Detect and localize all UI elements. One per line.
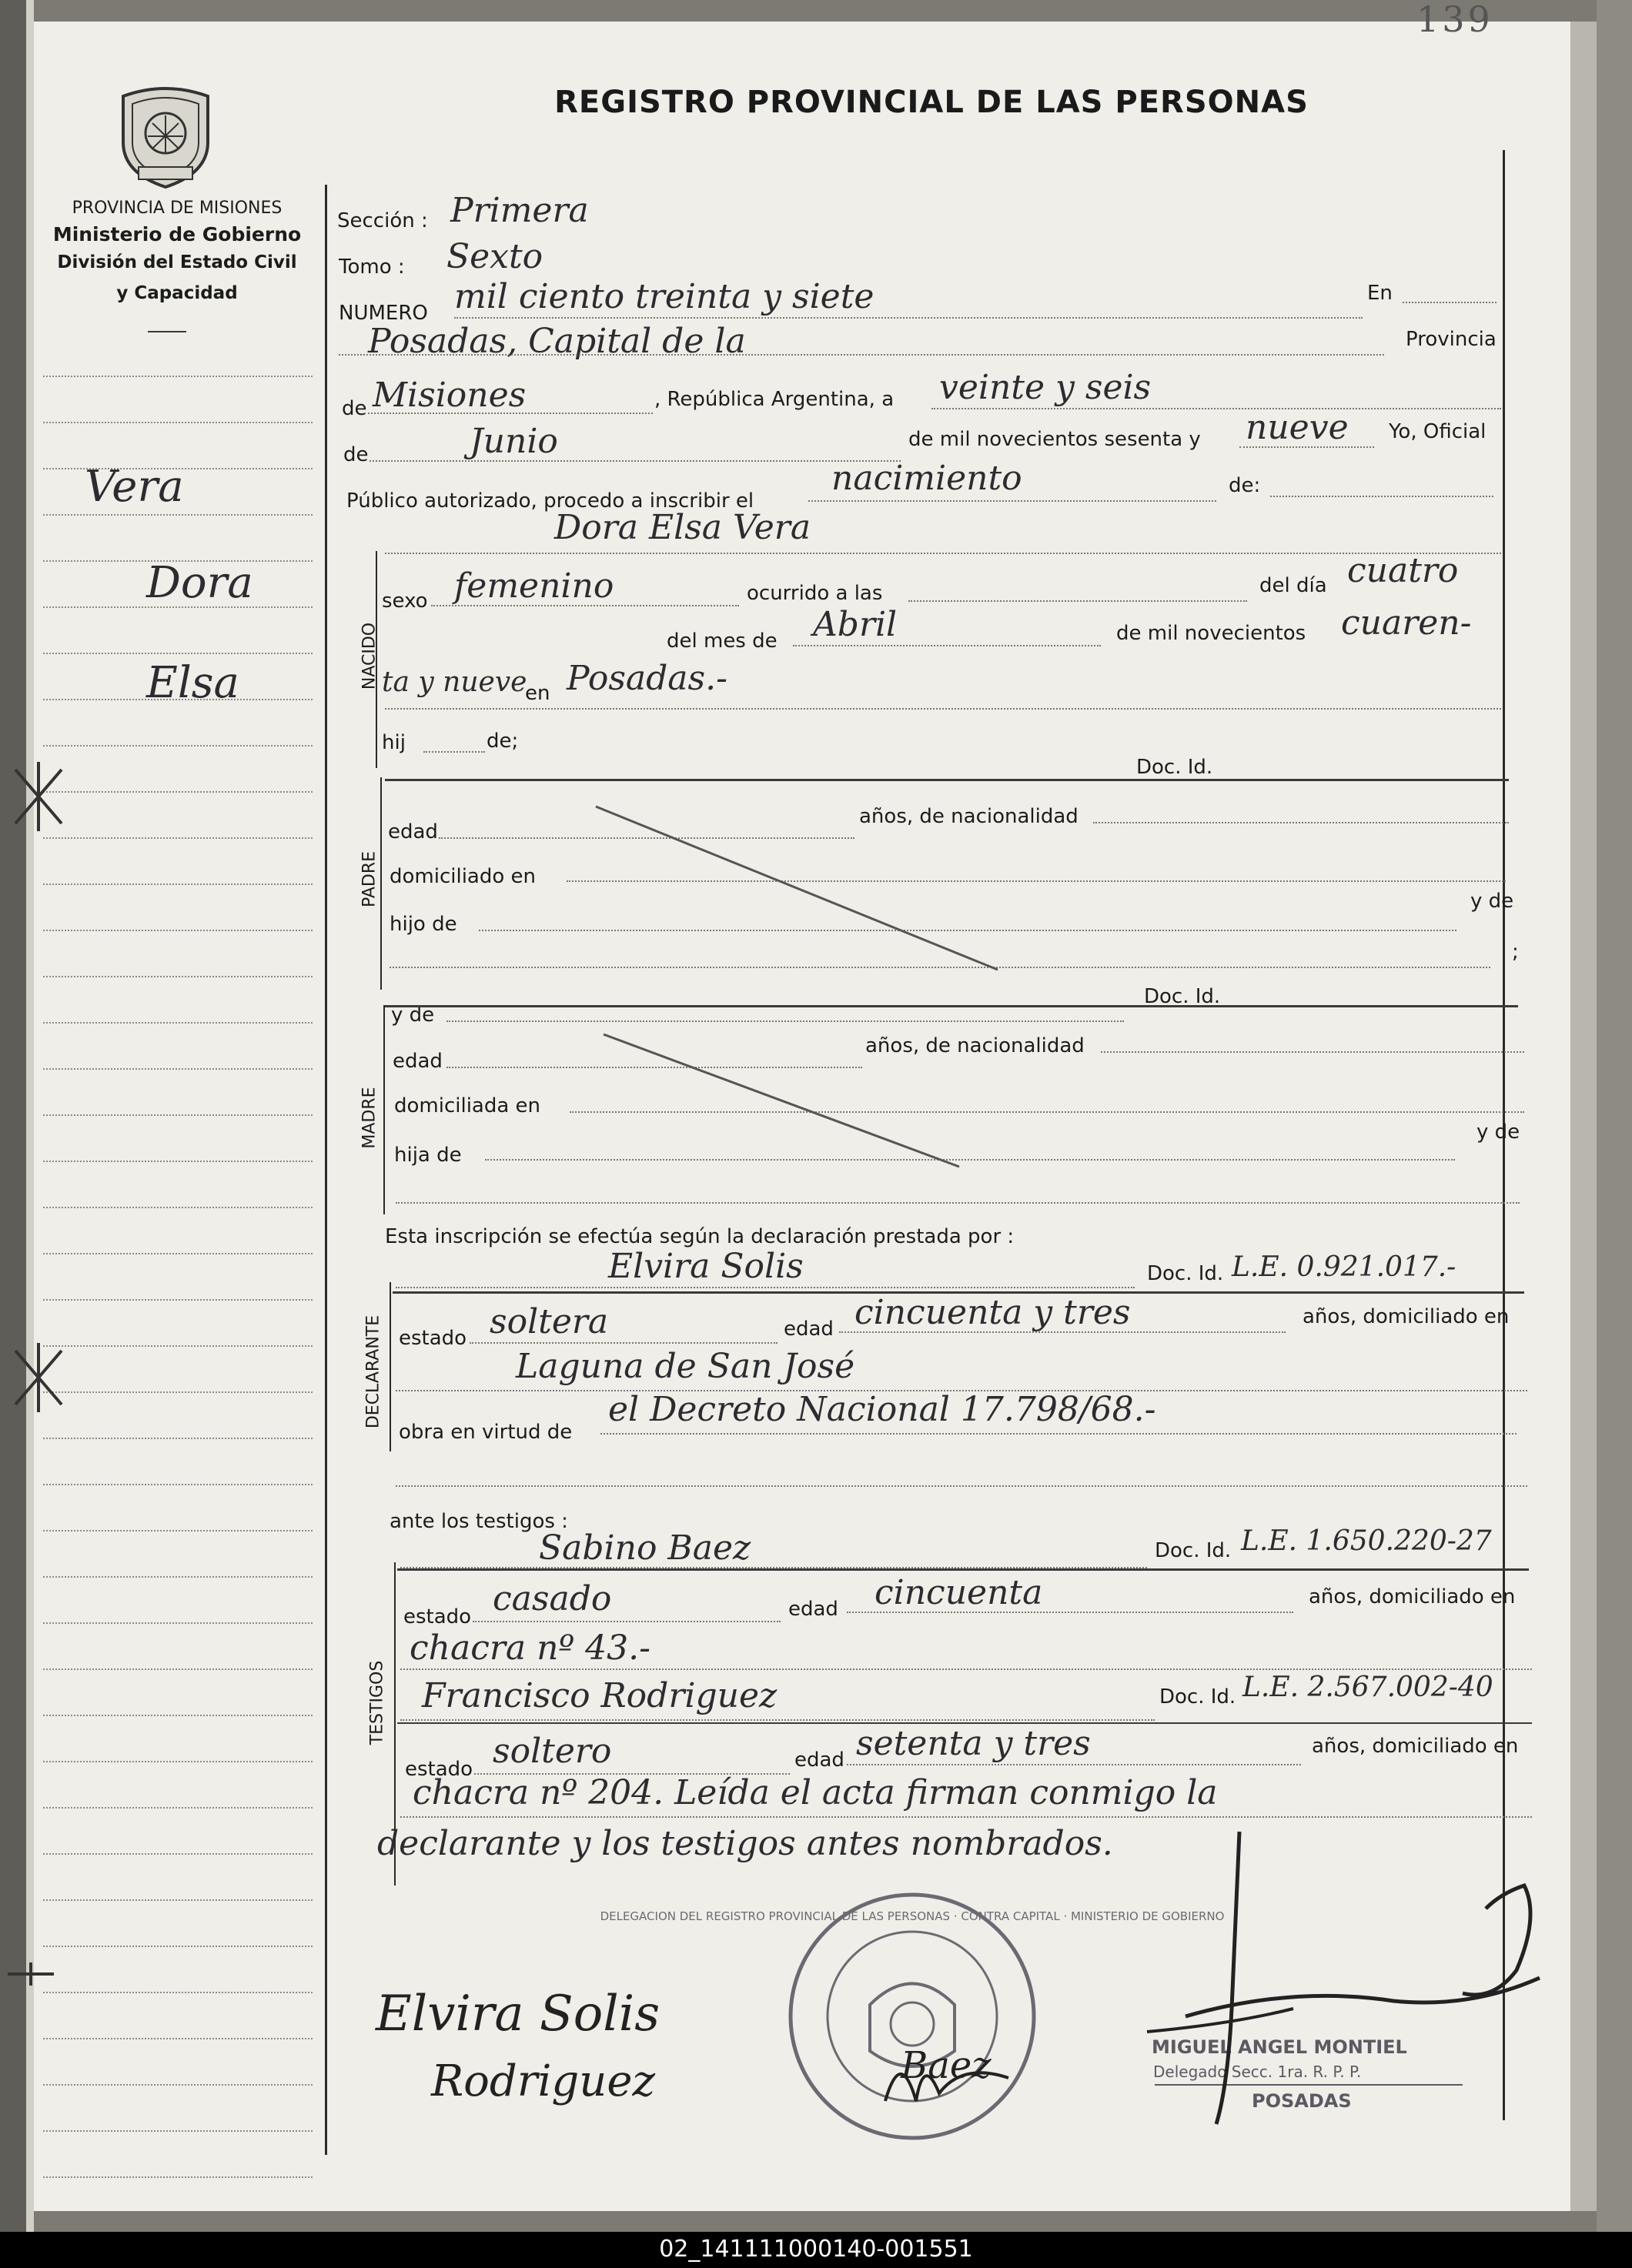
- testigo-2-edad-line: [847, 1764, 1301, 1765]
- margin-ruled-line: [43, 376, 313, 377]
- margin-ruled-line: [43, 1484, 313, 1485]
- testigo-1-name: Sabino Baez: [539, 1528, 751, 1568]
- form-left-rule: [325, 185, 327, 2155]
- anio-value-2: ta y nueve: [382, 666, 527, 698]
- padre-cancel-stroke: [593, 803, 1001, 973]
- seccion-label: Sección :: [337, 209, 428, 232]
- header-rule: [148, 331, 186, 332]
- nacido-section-label: NACIDO: [360, 622, 380, 690]
- day-line: [931, 408, 1501, 409]
- act-type-value: nacimiento: [831, 459, 1022, 498]
- nacido-divider: [385, 779, 1509, 781]
- margin-middle-name: Elsa: [146, 658, 239, 708]
- margin-ruled-line: [43, 1161, 313, 1162]
- padre-bracket: [380, 777, 382, 990]
- place-value: Posadas, Capital de la: [368, 322, 746, 361]
- year-value: nueve: [1246, 408, 1349, 447]
- declarante-name: Elvira Solis: [608, 1247, 804, 1286]
- declarante-edad-value: cincuenta y tres: [854, 1293, 1131, 1332]
- hij-label: hij: [382, 731, 406, 754]
- declarante-obra-line: [600, 1433, 1517, 1435]
- round-stamp-text: DELEGACION DEL REGISTRO PROVINCIAL DE LAS PERSONAS · CONTRA CAPITAL · MINISTERIO DE GOBIERNO: [600, 1909, 1225, 1923]
- official-stamp-city: POSADAS: [1252, 2090, 1352, 2112]
- header-province: PROVINCIA DE MISIONES: [72, 199, 283, 218]
- testigo-1-doc-label: Doc. Id.: [1155, 1539, 1232, 1562]
- en-label: En: [1367, 282, 1393, 305]
- dia-value: cuatro: [1347, 551, 1459, 590]
- madre-y-de-label: y de: [1476, 1121, 1520, 1144]
- margin-ruled-line: [43, 1299, 313, 1301]
- numero-value: mil ciento treinta y siete: [454, 277, 875, 316]
- margin-ruled-line: [43, 976, 313, 977]
- declarante-obra-value: el Decreto Nacional 17.798/68.-: [608, 1390, 1156, 1429]
- sexo-label: sexo: [382, 590, 428, 613]
- year-line: [1239, 446, 1374, 448]
- testigo-2-anos-label: años, domiciliado en: [1312, 1735, 1519, 1758]
- margin-ruled-line: [43, 2038, 313, 2039]
- de-label: de: [342, 397, 367, 420]
- testigos-divider: [397, 1568, 1529, 1571]
- provincia-label: Provincia: [1406, 328, 1497, 351]
- testigo-2-edad-label: edad: [794, 1749, 844, 1772]
- margin-ruled-line: [43, 1761, 313, 1762]
- padre-domicilio-label: domiciliado en: [390, 865, 537, 888]
- margin-ruled-line: [43, 514, 313, 516]
- person-name: Dora Elsa Vera: [554, 508, 811, 547]
- margin-ruled-line: [43, 1899, 313, 1901]
- madre-top-line: [446, 1020, 1124, 1022]
- margin-ruled-line: [43, 2130, 313, 2132]
- declarante-section-label: DECLARANTE: [363, 1314, 383, 1429]
- testigo-2-edad-value: setenta y tres: [856, 1724, 1091, 1763]
- testigo-2-doc-value: L.E. 2.567.002-40: [1242, 1672, 1493, 1703]
- document-title: REGISTRO PROVINCIAL DE LAS PERSONAS: [554, 85, 1309, 120]
- declarante-obra-label: obra en virtud de: [399, 1421, 573, 1444]
- province-crest-icon: [115, 81, 216, 189]
- margin-ruled-line: [43, 1946, 313, 1947]
- tomo-label: Tomo :: [339, 256, 405, 279]
- sexo-value: femenino: [454, 566, 614, 606]
- declarante-edad-label: edad: [784, 1318, 834, 1341]
- hij-line: [423, 751, 485, 753]
- margin-ruled-line: [43, 653, 313, 654]
- testigo-1-estado-line: [473, 1621, 781, 1622]
- witness-signature-flourish-icon: [878, 2032, 1016, 2116]
- margin-ruled-line: [43, 837, 313, 839]
- de-colon-line: [1270, 496, 1493, 497]
- numero-label: NUMERO: [339, 302, 428, 325]
- mes-line: [793, 645, 1101, 646]
- testigo-2-doc-label: Doc. Id.: [1159, 1685, 1236, 1709]
- margin-ruled-line: [43, 1715, 313, 1716]
- nacido-doc-label: Doc. Id.: [1136, 756, 1213, 779]
- lugar-value: Posadas.-: [567, 659, 727, 698]
- seccion-value: Primera: [450, 191, 589, 230]
- margin-surname: Vera: [85, 462, 184, 512]
- tomo-value: Sexto: [446, 237, 543, 276]
- margin-ruled-line: [43, 1438, 313, 1439]
- binder-edge: [26, 0, 34, 2232]
- margin-ruled-line: [43, 930, 313, 931]
- padre-edad-label: edad: [388, 820, 438, 843]
- book-cover-edge: [1597, 0, 1632, 2232]
- declarante-anos-label: años, domiciliado en: [1303, 1305, 1510, 1328]
- stitch-mark-icon: [8, 762, 69, 831]
- del-dia-label: del día: [1259, 574, 1327, 597]
- declarante-estado-label: estado: [399, 1327, 467, 1350]
- testigo-2-estado-value: soltero: [493, 1732, 612, 1771]
- margin-ruled-line: [43, 1668, 313, 1670]
- testigo-2-estado-label: estado: [405, 1758, 473, 1781]
- margin-ruled-line: [43, 1576, 313, 1578]
- signature-declarante: Elvira Solis: [376, 1986, 660, 2043]
- de-label-2: de: [343, 443, 369, 466]
- province-value: Misiones: [373, 376, 527, 415]
- margin-ruled-line: [43, 1530, 313, 1531]
- declarante-extra-line: [396, 1485, 1527, 1487]
- month-line: [370, 460, 901, 462]
- testigo-2-domicilio-value: chacra nº 204. Leída el acta firman conmigo la: [413, 1773, 1218, 1812]
- margin-ruled-line: [43, 2084, 313, 2086]
- margin-ruled-line: [43, 1391, 313, 1393]
- madre-bracket: [383, 1005, 385, 1214]
- madre-extra-line: [396, 1202, 1520, 1204]
- madre-anos-label: años, de nacionalidad: [865, 1034, 1085, 1057]
- oficial-label: Yo, Oficial: [1389, 420, 1487, 443]
- margin-ruled-line: [43, 791, 313, 793]
- madre-doc-label: Doc. Id.: [1144, 985, 1221, 1008]
- day-value: veinte y seis: [939, 368, 1152, 407]
- margin-ruled-line: [43, 1992, 313, 1993]
- madre-hija-label: hija de: [394, 1144, 462, 1167]
- testigo-1-estado-label: estado: [403, 1605, 472, 1628]
- page-number: 139: [1416, 0, 1493, 40]
- declarante-bracket: [390, 1282, 391, 1451]
- testigo-1-anos-label: años, domiciliado en: [1309, 1585, 1516, 1608]
- place-line: [339, 354, 1384, 356]
- declarante-domicilio-value: Laguna de San José: [516, 1347, 855, 1386]
- declarante-doc-value: L.E. 0.921.017.-: [1232, 1251, 1456, 1283]
- closing-text: declarante y los testigos antes nombrados.: [377, 1824, 1113, 1863]
- testigo-1-edad-label: edad: [788, 1598, 838, 1621]
- header-division-1: División del Estado Civil: [57, 252, 297, 272]
- madre-cancel-stroke: [600, 1031, 962, 1170]
- madre-divider: [385, 1005, 1518, 1007]
- testigos-ante-label: ante los testigos :: [390, 1510, 568, 1533]
- stitch-mark-icon: [8, 1959, 54, 1989]
- madre-nac-line: [1101, 1051, 1524, 1053]
- margin-ruled-line: [43, 1345, 313, 1347]
- anio-value-1: cuaren-: [1341, 603, 1472, 643]
- act-type-line: [808, 500, 1216, 502]
- testigo-2-name: Francisco Rodriguez: [422, 1676, 778, 1715]
- year-label: de mil novecientos sesenta y: [908, 428, 1201, 451]
- testigo-1-estado-value: casado: [493, 1579, 612, 1618]
- margin-ruled-line: [43, 1253, 313, 1254]
- mil-label: de mil novecientos: [1116, 622, 1306, 645]
- declaracion-label: Esta inscripción se efectúa según la declaración prestada por :: [385, 1225, 1015, 1248]
- testigo-1-edad-value: cincuenta: [875, 1573, 1043, 1612]
- margin-ruled-line: [43, 1207, 313, 1208]
- madre-edad-label: edad: [393, 1050, 443, 1073]
- del-mes-label: del mes de: [667, 630, 778, 653]
- signature-testigo-2: Rodriguez: [431, 2056, 655, 2106]
- declarante-estado-line: [470, 1342, 778, 1344]
- margin-ruled-line: [43, 1022, 313, 1024]
- margin-ruled-line: [43, 883, 313, 885]
- en-label-nacido: en: [525, 682, 550, 705]
- publico-label: Público autorizado, procedo a inscribir el: [346, 489, 754, 513]
- de-colon: de:: [1229, 474, 1261, 497]
- signature-testigo-1: Baez: [901, 2044, 992, 2087]
- margin-ruled-line: [43, 1807, 313, 1809]
- testigo-1-edad-line: [847, 1612, 1293, 1613]
- madre-domicilio-label: domiciliada en: [394, 1094, 541, 1117]
- margin-ruled-line: [43, 2176, 313, 2178]
- declarante-doc-label: Doc. Id.: [1147, 1262, 1224, 1285]
- padre-nac-line: [1093, 822, 1509, 823]
- official-stamp-name: MIGUEL ANGEL MONTIEL: [1152, 2036, 1407, 2058]
- province-line: [368, 413, 653, 414]
- padre-hijo-label: hijo de: [390, 913, 457, 936]
- person-name-line: [385, 553, 1501, 554]
- page-shadow: [1570, 22, 1597, 2211]
- declarante-estado-value: soltera: [490, 1302, 609, 1341]
- margin-ruled-line: [43, 1114, 313, 1116]
- republica-label: , República Argentina, a: [654, 388, 895, 411]
- margin-ruled-line: [43, 1853, 313, 1855]
- header-ministry: Ministerio de Gobierno: [52, 223, 302, 246]
- numero-line: [454, 317, 1363, 319]
- testigo-2-domicilio-line: [400, 1816, 1532, 1818]
- padre-semicolon: ;: [1512, 940, 1519, 964]
- padre-y-de-label: y de: [1470, 890, 1514, 913]
- header-division-2: y Capacidad: [116, 283, 238, 303]
- testigo-2-name-line: [400, 1719, 1155, 1721]
- declarante-edad-line: [839, 1331, 1286, 1333]
- stitch-mark-icon: [8, 1343, 69, 1412]
- en-line: [1403, 302, 1497, 303]
- official-stamp-role: Delegado Secc. 1ra. R. P. P.: [1153, 2063, 1362, 2081]
- testigo-1-domicilio-value: chacra nº 43.-: [410, 1628, 650, 1668]
- margin-ruled-line: [43, 1068, 313, 1070]
- testigo-1-doc-value: L.E. 1.650.220-27: [1241, 1525, 1492, 1557]
- ocurrido-line: [908, 600, 1247, 602]
- sexo-line: [431, 605, 739, 606]
- madre-y-de-top: y de: [391, 1004, 435, 1027]
- margin-ruled-line: [43, 1622, 313, 1624]
- padre-section-label: PADRE: [360, 850, 380, 908]
- margin-ruled-line: [43, 745, 313, 747]
- testigo-1-domicilio-line: [400, 1668, 1532, 1670]
- declarante-name-line: [396, 1287, 1135, 1288]
- lugar-line: [385, 708, 1501, 710]
- mes-value: Abril: [813, 605, 898, 644]
- madre-section-label: MADRE: [360, 1087, 380, 1149]
- testigos-section-label: TESTIGOS: [367, 1660, 387, 1745]
- nacido-de-label: de;: [487, 730, 519, 753]
- month-value: Junio: [470, 422, 558, 461]
- footer-id: 02_141111000140-001551: [659, 2236, 973, 2263]
- margin-first-name: Dora: [146, 558, 253, 608]
- margin-ruled-line: [43, 422, 313, 423]
- ocurrido-label: ocurrido a las: [747, 582, 883, 605]
- official-signature-icon: [1139, 1832, 1570, 2155]
- padre-anos-label: años, de nacionalidad: [859, 805, 1079, 828]
